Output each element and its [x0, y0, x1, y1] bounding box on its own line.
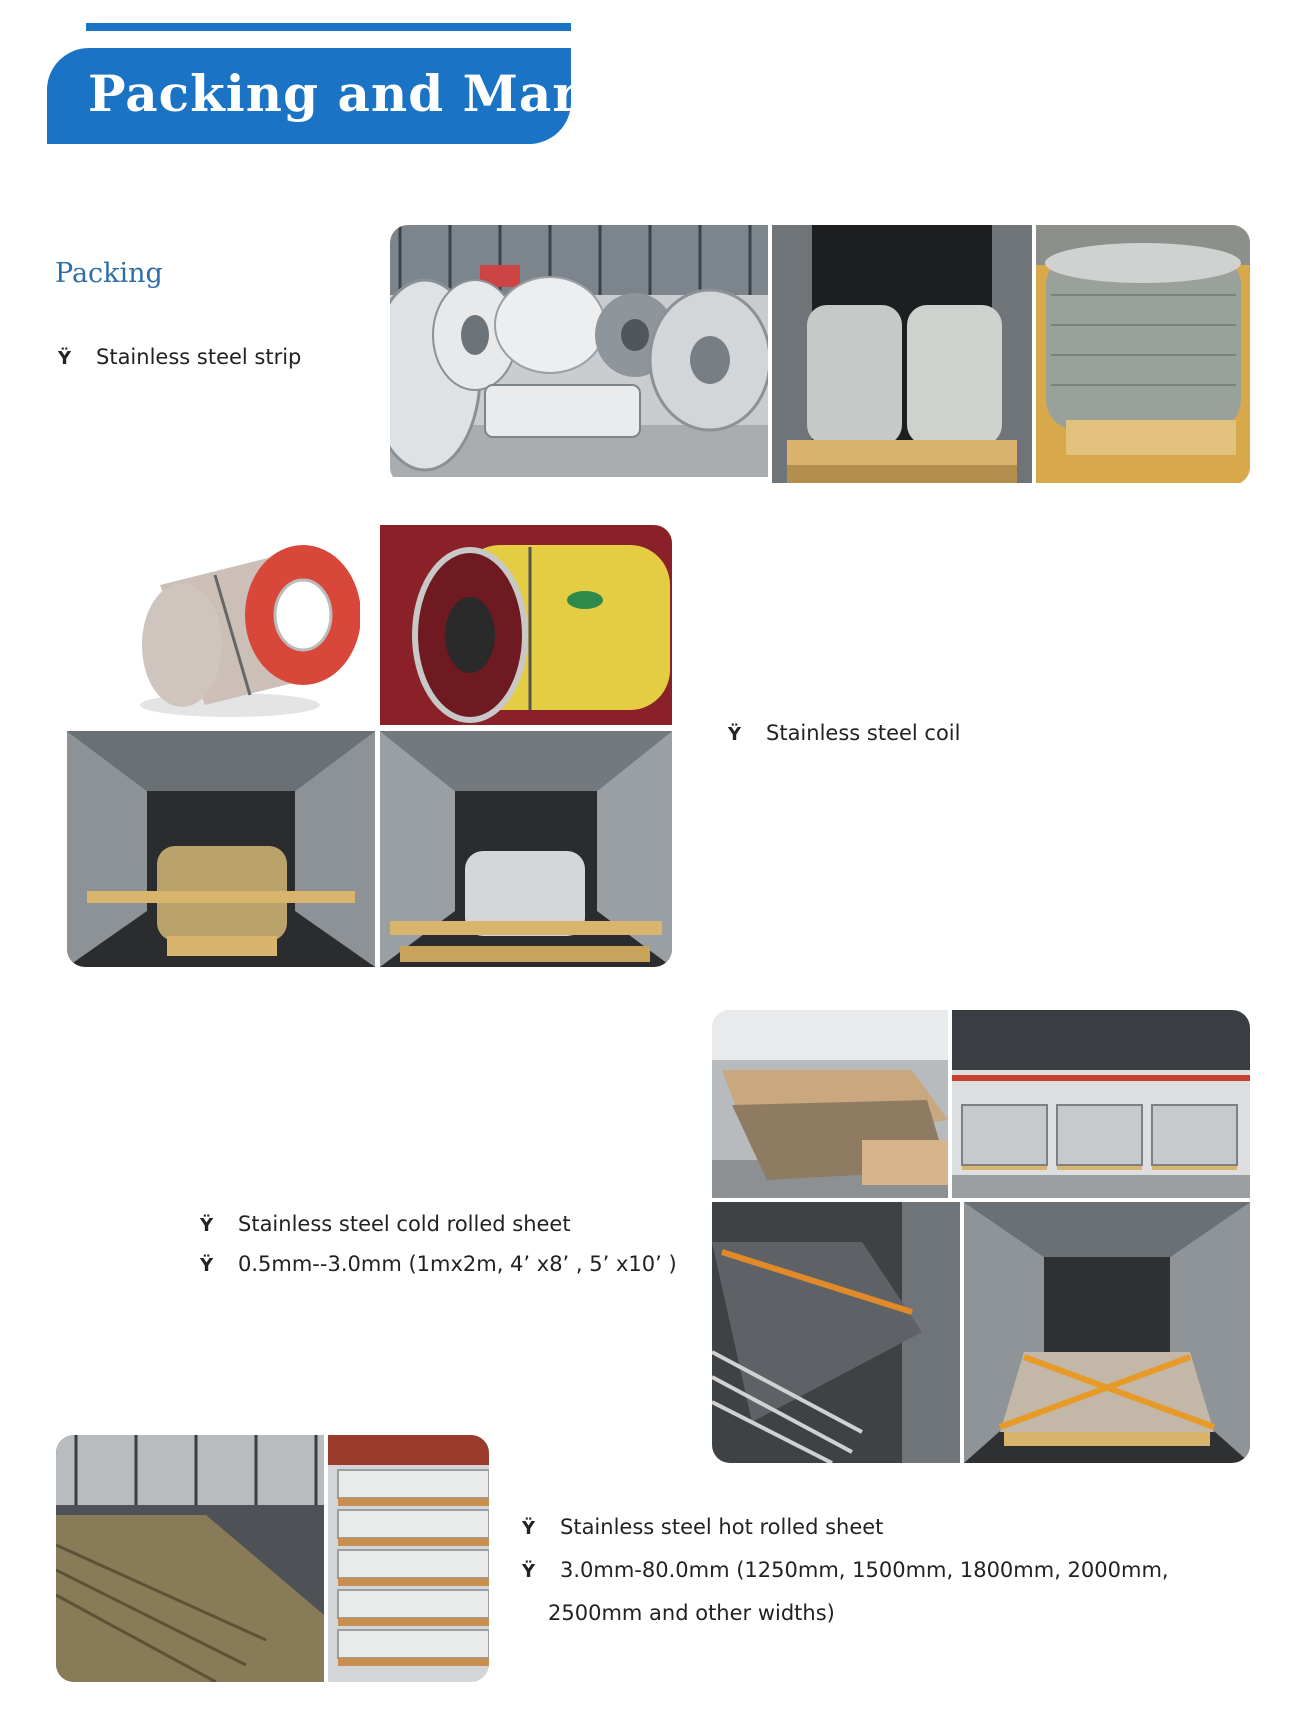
hot-size-continued: 2500mm and other widths): [548, 1601, 835, 1625]
strip-pallet-photo: [1036, 225, 1250, 483]
cold-size: 0.5mm--3.0mm (1mx2m, 4’ x8’ , 5’ x10’ ): [238, 1252, 677, 1276]
coil-container-photo-1: [67, 731, 375, 967]
strip-container-photo: [772, 225, 1032, 483]
strip-label: Stainless steel strip: [96, 345, 302, 369]
header-rule: [86, 23, 571, 31]
cold-sheet-photo-group: [712, 1010, 1250, 1463]
coil-yellow-photo: [380, 525, 672, 725]
page-title: Packing and Mark: [88, 64, 616, 123]
cold-sheet-container-photo: [964, 1202, 1250, 1463]
bullet-marker: Ÿ: [58, 348, 72, 369]
bullet-marker: Ÿ: [200, 1215, 214, 1236]
hot-sheet-photo-group: [56, 1435, 489, 1682]
hot-label: Stainless steel hot rolled sheet: [560, 1515, 884, 1539]
cold-sheet-stack-photo: [712, 1010, 948, 1198]
coil-container-photo-2: [380, 731, 672, 967]
coil-photo-group: [67, 525, 672, 967]
coil-bullet: [728, 721, 960, 745]
strip-warehouse-photo: [390, 225, 768, 477]
cold-sheet-warehouse-photo: [952, 1010, 1250, 1198]
section-subtitle: Packing: [55, 258, 163, 289]
strip-photo-group: [390, 225, 1250, 485]
bullet-marker: Ÿ: [728, 724, 742, 745]
hot-bullet-1: [522, 1515, 883, 1539]
coil-label: Stainless steel coil: [766, 721, 961, 745]
cold-bullet-2: [200, 1252, 677, 1276]
bullet-marker: Ÿ: [522, 1518, 536, 1539]
cold-sheet-wrapped-photo: [712, 1202, 960, 1463]
cold-label: Stainless steel cold rolled sheet: [238, 1212, 571, 1236]
strip-bullet: [58, 345, 301, 369]
bullet-marker: Ÿ: [200, 1255, 214, 1276]
bullet-marker: Ÿ: [522, 1561, 536, 1582]
cold-bullet-1: [200, 1212, 571, 1236]
hot-sheet-warehouse-photo: [56, 1435, 324, 1682]
hot-bullet-2: [522, 1558, 1169, 1582]
hot-size: 3.0mm-80.0mm (1250mm, 1500mm, 1800mm, 2000mm,: [560, 1558, 1169, 1582]
hot-sheet-pallet-photo: [328, 1435, 489, 1682]
